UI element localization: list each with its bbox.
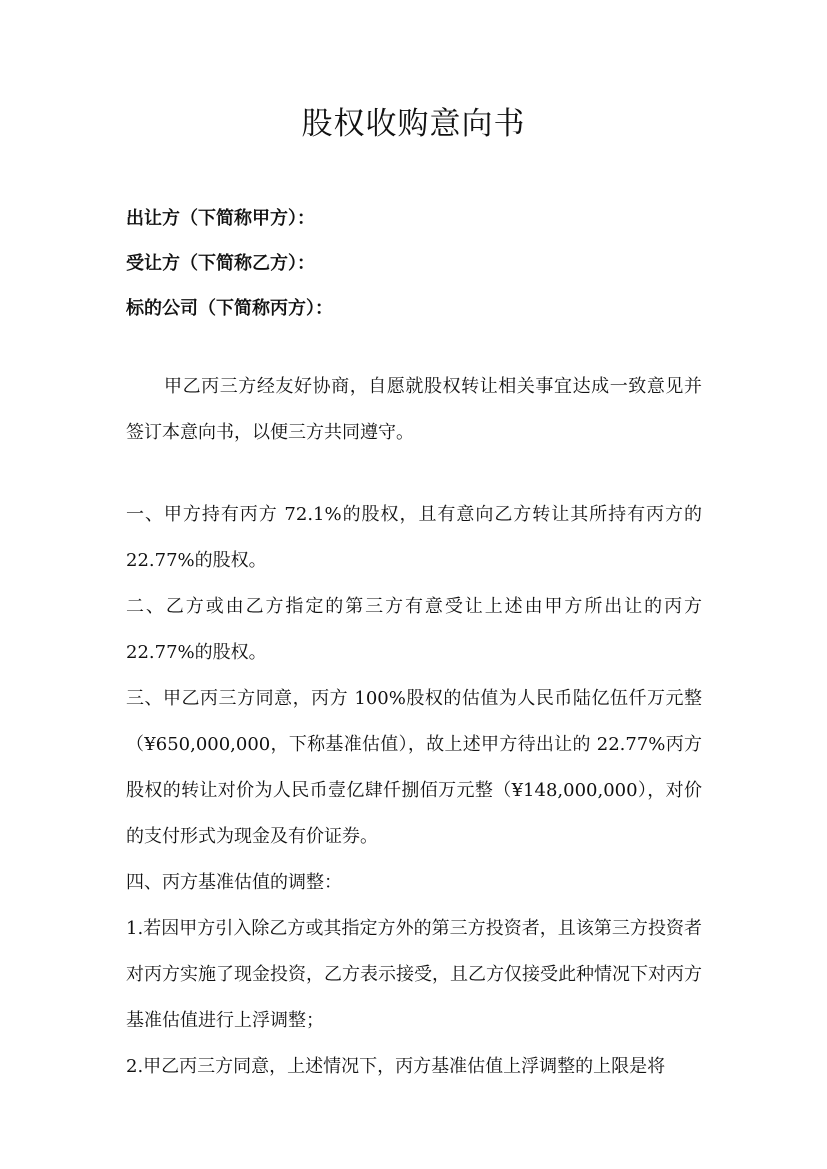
party-transferee: 受让方（下简称乙方）： [126,253,315,274]
party-target-company: 标的公司（下简称丙方）： [126,298,333,319]
intro-paragraph: 甲乙丙三方经友好协商，自愿就股权转让相关事宜达成一致意见并签订本意向书，以便三方共同遵守。 [126,376,702,443]
parties-block [126,196,706,331]
clauses-block [126,492,702,1090]
clause-2: 二、乙方或由乙方指定的第三方有意受让上述由甲方所出让的丙方22.77%的股权。 [126,596,702,663]
clause-4-item-1: 1.若因甲方引入除乙方或其指定方外的第三方投资者，且该第三方投资者对丙方实施了现金投资，乙方表示接受，且乙方仅接受此种情况下对丙方基准估值进行上浮调整； [126,918,702,1031]
party-transferor: 出让方（下简称甲方）： [126,208,315,229]
clause-1: 一、甲方持有丙方 72.1%的股权，且有意向乙方转让其所持有丙方的22.77%的股权。 [126,504,702,571]
clause-4-item-2: 2.甲乙丙三方同意，上述情况下，丙方基准估值上浮调整的上限是将 [126,1056,666,1077]
document-title: 股权收购意向书 [301,106,526,142]
clause-4-heading: 四、丙方基准估值的调整： [126,872,342,893]
clause-3: 三、甲乙丙三方同意，丙方 100%股权的估值为人民币陆亿伍仟万元整（¥650,000,000，下称基准估值），故上述甲方待出让的 22.77%丙方股权的转让对价为人民币壹亿肆仟捌佰万元整（¥148,000,000），对价的支付形式为现金及有价证券。 [126,688,702,847]
